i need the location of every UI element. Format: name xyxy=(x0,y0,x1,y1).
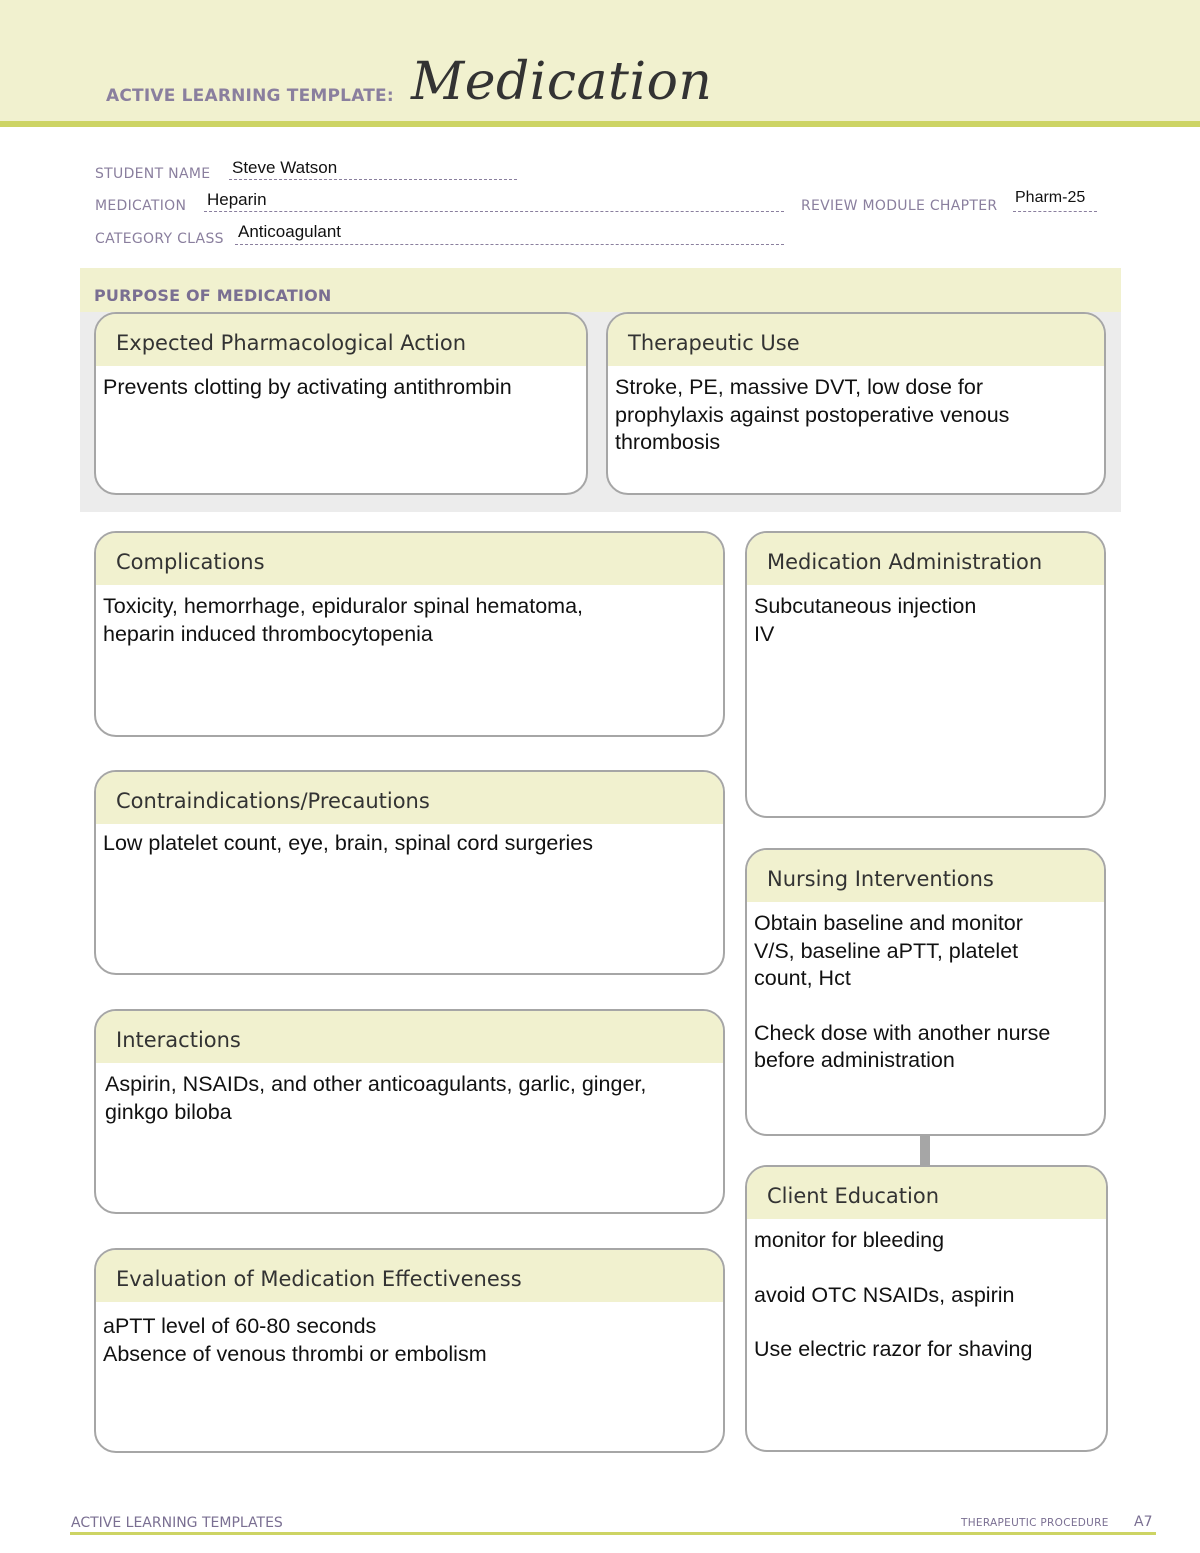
category-class-field[interactable]: Anticoagulant xyxy=(238,222,342,241)
evaluation-title: Evaluation of Medication Effectiveness xyxy=(96,1250,723,1302)
review-module-chapter-label: REVIEW MODULE CHAPTER xyxy=(801,198,998,214)
interactions-body[interactable] xyxy=(96,1063,723,1126)
purpose-header xyxy=(80,268,1121,312)
nursing-interventions-card xyxy=(745,848,1106,1136)
nursing-interventions-title: Nursing Interventions xyxy=(747,850,1104,902)
medication-field[interactable]: Heparin xyxy=(207,190,267,209)
complications-title: Complications xyxy=(96,533,723,585)
complications-card xyxy=(94,531,725,737)
medication-label: MEDICATION xyxy=(95,198,187,214)
footer-left-label: ACTIVE LEARNING TEMPLATES xyxy=(71,1515,283,1531)
medication-line xyxy=(204,211,784,212)
header-rule xyxy=(0,121,1200,127)
client-education-card xyxy=(745,1165,1108,1452)
student-name-field[interactable]: Steve Watson xyxy=(232,158,338,177)
therapeutic-use-line: prophylaxis against postoperative venous xyxy=(615,402,1010,427)
category-class-label: CATEGORY CLASS xyxy=(95,231,224,247)
medication-administration-title: Medication Administration xyxy=(747,533,1104,585)
complications-body[interactable] xyxy=(96,585,723,648)
client-education-title: Client Education xyxy=(747,1167,1106,1219)
student-name-label: STUDENT NAME xyxy=(95,166,211,182)
contraindications-body[interactable] xyxy=(96,824,723,858)
therapeutic-use-title: Therapeutic Use xyxy=(608,314,1104,366)
nursing-interventions-line: count, Hct xyxy=(754,966,851,990)
student-name-line xyxy=(229,179,517,180)
footer-rule xyxy=(70,1532,1156,1535)
therapeutic-use-line: Stroke, PE, massive DVT, low dose for xyxy=(615,375,984,399)
evaluation-body[interactable] xyxy=(96,1302,723,1368)
review-module-chapter-field[interactable]: Pharm-25 xyxy=(1015,189,1086,206)
medication-administration-line: Subcutaneous injection xyxy=(754,594,977,618)
category-class-line xyxy=(235,244,784,245)
therapeutic-use-line: thrombosis xyxy=(615,430,721,454)
nursing-interventions-line: V/S, baseline aPTT, platelet xyxy=(754,938,1019,963)
medication-administration-line: IV xyxy=(754,621,775,646)
nursing-interventions-line: before administration xyxy=(754,1048,955,1072)
client-education-item: monitor for bleeding xyxy=(754,1228,945,1252)
medication-administration-body[interactable] xyxy=(747,585,1104,648)
nursing-interventions-line: Check dose with another nurse xyxy=(754,1020,1051,1045)
interactions-line: Aspirin, NSAIDs, and other anticoagulants, garlic, ginger, xyxy=(105,1072,647,1096)
nursing-interventions-line: Obtain baseline and monitor xyxy=(754,911,1023,935)
complications-line: heparin induced thrombocytopenia xyxy=(103,621,433,646)
template-label: ACTIVE LEARNING TEMPLATE: xyxy=(106,86,394,106)
nursing-interventions-body[interactable] xyxy=(747,902,1104,1075)
review-module-chapter-line xyxy=(1013,211,1097,212)
expected-action-line: Prevents clotting by activating antithrombin xyxy=(103,375,512,399)
interactions-line: ginkgo biloba xyxy=(105,1099,232,1124)
therapeutic-use-card xyxy=(606,312,1106,495)
page-title: Medication xyxy=(411,52,713,112)
contraindications-card xyxy=(94,770,725,975)
page-number: A7 xyxy=(1134,1514,1153,1530)
client-education-body[interactable] xyxy=(747,1219,1106,1364)
evaluation-card xyxy=(94,1248,725,1453)
contraindications-line: Low platelet count, eye, brain, spinal cord surgeries xyxy=(103,831,593,855)
medication-administration-card xyxy=(745,531,1106,818)
expected-action-body[interactable] xyxy=(96,366,586,402)
footer-section-label: THERAPEUTIC PROCEDURE xyxy=(961,1517,1109,1529)
expected-action-title: Expected Pharmacological Action xyxy=(96,314,586,366)
evaluation-line: aPTT level of 60-80 seconds xyxy=(103,1314,377,1338)
contraindications-title: Contraindications/Precautions xyxy=(96,772,723,824)
interactions-title: Interactions xyxy=(96,1011,723,1063)
evaluation-line: Absence of venous thrombi or embolism xyxy=(103,1341,487,1366)
complications-line: Toxicity, hemorrhage, epiduralor spinal hematoma, xyxy=(103,594,584,618)
interactions-card xyxy=(94,1009,725,1214)
purpose-label: PURPOSE OF MEDICATION xyxy=(94,286,332,305)
connector-bar xyxy=(920,1135,930,1167)
expected-action-card xyxy=(94,312,588,495)
client-education-item: Use electric razor for shaving xyxy=(754,1337,1033,1361)
client-education-item: avoid OTC NSAIDs, aspirin xyxy=(754,1282,1015,1307)
therapeutic-use-body[interactable] xyxy=(608,366,1104,457)
